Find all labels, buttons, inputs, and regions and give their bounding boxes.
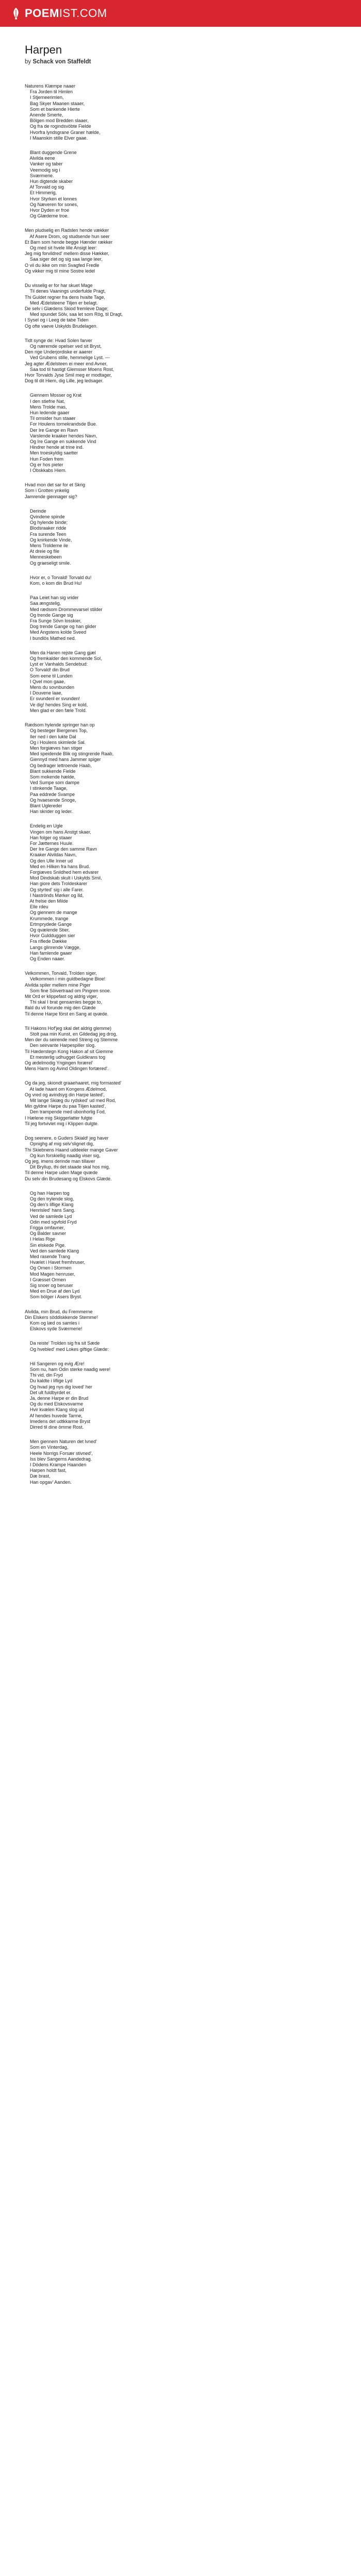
stanza	[25, 650, 334, 714]
poem-line: Og hvaesende Snoge,	[25, 797, 76, 803]
poem-line: Der Ire Gange den samme Ravn	[25, 846, 97, 852]
poem-content	[25, 43, 334, 1494]
poem-line: Bag Skyer Maanen staaer,	[25, 100, 85, 106]
poem-line: Og Enden naaer.	[25, 956, 65, 962]
poem-line: Paa eddrede Svampe	[25, 791, 75, 797]
poem-line: Hun Foden frem	[25, 456, 64, 462]
poem-line: Jamrende giennager sig?	[25, 494, 77, 499]
poem-line: Den trampende med ubonhorlig Fod,	[25, 1109, 106, 1115]
poem-line: At lade haant om Kongens Ædelmod,	[25, 1086, 107, 1092]
poem-line: Forgiæves Snildhed hem edvarer	[25, 869, 99, 875]
poem-line: Og er hos pieter	[25, 462, 63, 467]
poem-line: I Dödens Krampe Haanden	[25, 1462, 87, 1468]
poem-line: I stinkende Taage,	[25, 786, 68, 791]
poem-line: Krummede, trange	[25, 916, 69, 921]
poem-line: Blant duggende Grene	[25, 150, 77, 156]
poem-line: O vil du ikke om min Svagfed Fredle	[25, 262, 100, 268]
poem-line: Som bölger i Asers Bryst.	[25, 1294, 83, 1300]
poem-line: Kraaker Alvildas Navn,	[25, 852, 77, 858]
poem-line: Hindrer hende at trine ind.	[25, 445, 84, 450]
poem-line: Og qvælende Stier,	[25, 927, 70, 933]
poem-line: Til jeg fortvivlet mig i Klippen dulgte.	[25, 1121, 99, 1126]
author-link[interactable]: Schack von Staffeldt	[32, 59, 91, 65]
poem-line: Og knirkende Vinde,	[25, 537, 72, 543]
poem-line: Ifald du vil forunde mig den Glæde	[25, 1005, 96, 1011]
poem-line: Han famlende gaaer	[25, 950, 72, 956]
poem-line: Sværmerie.	[25, 173, 54, 178]
poem-line: Stolt paa min Kunst, en Gildedag jeg drog,	[25, 1031, 118, 1037]
poem-line: I Græsset Ormen	[25, 1277, 66, 1282]
poem-line: Harpen holdt fast,	[25, 1468, 67, 1473]
stanza	[25, 228, 334, 274]
poem-line: Ved Grubens stille, hemmelige Lyst. ---	[25, 355, 110, 361]
stanza	[25, 722, 334, 815]
poem-line: Og bedrager lettroende Haab,	[25, 762, 92, 768]
poem-line: Et Himmerig,	[25, 190, 57, 196]
poem-line: Imedens det udtkkarme Bryst	[25, 1418, 91, 1424]
poem-line: Og ædelmodig Yngingen forærel'	[25, 1060, 93, 1066]
poem-line: Da reiste' Trolden sig fra sit Sæde	[25, 1341, 100, 1346]
poem-line: Og vikker mig til mine Sostre ledel	[25, 268, 95, 274]
poem-line: Odin med sgvfold Fryd	[25, 1219, 77, 1225]
site-logo[interactable]	[11, 7, 107, 20]
site-header	[0, 0, 361, 27]
poem-line: Mens Trolde mas,	[25, 404, 67, 410]
poem-line: I Stjerneerimlen,	[25, 95, 64, 100]
poem-line: Til denne Harpe uden Mage qvæde	[25, 1170, 98, 1176]
poem-line: Men glad er den fæle Trold.	[25, 707, 87, 713]
poem-line: Mens du sovnbunden	[25, 685, 75, 690]
poem-line: De selv i Glædens Skiod fremleve Dage;	[25, 306, 109, 311]
poem-line: Det ult fuldbyrdet er.	[25, 1389, 72, 1395]
stanza	[25, 150, 334, 219]
poem-line: Hvor Torvalds Jyse Smil meg er modtager,	[25, 372, 112, 378]
poem-line: Qvindene spinde	[25, 514, 65, 519]
stanza	[25, 83, 334, 141]
poem-line: Fra surende Teen	[25, 531, 67, 537]
quill-icon	[11, 7, 21, 20]
poem-line: Thi vid, din Fryd	[25, 1372, 63, 1378]
stanza	[25, 393, 334, 473]
poem-line: Og Ire Gange en sukkende Vind	[25, 438, 96, 444]
poem-line: Mod Magen henruser,	[25, 1271, 75, 1277]
stanza	[25, 283, 334, 329]
poem-line: Alvilda eene	[25, 156, 55, 161]
poem-line: Et mesterlig udhugget Guldkrans tog	[25, 1054, 106, 1060]
poem-line: Med rædsom Drommevarsel stilder	[25, 606, 103, 612]
poem-line: Og han Harpen tog	[25, 1190, 70, 1196]
poem-line: For Jætternes Huule.	[25, 840, 74, 846]
poem-line: Alvilda, min Brud, du Fremmerne	[25, 1309, 93, 1314]
stanza	[25, 1341, 334, 1352]
poem-line: Fra Jorden til Himlen	[25, 89, 73, 95]
poem-line: Med Ædelsteene Tiljen er belagt.	[25, 300, 98, 306]
poem-line: Dog trende Gange og han glider	[25, 624, 96, 630]
poem-line: Hun ledende gaaer	[25, 410, 70, 415]
poem-line: Hvælet i Havet fremhruser,	[25, 1260, 86, 1265]
poem-line: Og Balder savner	[25, 1231, 67, 1236]
poem-line: Og fremkalder den kommende Sol,	[25, 656, 102, 662]
stanza	[25, 509, 334, 566]
poem-line: Som mokende hælde,	[25, 774, 76, 779]
poem-line: Med spundet Sölv, saa let som Rög, til Dragt,	[25, 312, 123, 317]
poem-line: I Douvene laae,	[25, 690, 63, 696]
poem-line: Anende Smerte,	[25, 112, 63, 118]
poem-line: Med en Hilken fra hans Brud.	[25, 863, 90, 869]
poem-line: Hun digtende skaber	[25, 179, 73, 184]
poem-line: Og da jeg, skiondt graaehaaret, mig formasted'	[25, 1080, 122, 1086]
poem-line: Sin elskede Pige.	[25, 1242, 66, 1248]
poem-line: Og den's liflige Klang	[25, 1202, 74, 1208]
poem-line: Men der du seirende med Streng og Stemme	[25, 1037, 118, 1043]
poem-line: Og graeseligt smile.	[25, 560, 71, 566]
poem-line: Til Hæderstegn Kong Hakon af sit Giemme	[25, 1048, 113, 1054]
poem-line: Hvorfra lyndsgrane Graner hælde,	[25, 129, 101, 135]
stanza	[25, 595, 334, 641]
poem-line: Mens Trolderne ile	[25, 543, 69, 549]
poem-line: Fra riflede Dække	[25, 939, 67, 944]
poem-line: Men troeskyldig saetter	[25, 450, 78, 456]
poem-line: Et Barn som hende begge Hænder rækker	[25, 239, 113, 245]
poem-line: Men forgiæves han stiger	[25, 745, 83, 751]
poem-line: Til denes Vaanings underfulde Pragt,	[25, 289, 106, 294]
poem-line: Af hendes huvede Tarme,	[25, 1413, 83, 1418]
logo-text-light: IST.COM	[59, 7, 107, 20]
poem-line: Ved den samlede Klang	[25, 1248, 79, 1253]
poem-line: Dog til dit Hiem, dig Lille, jeg ledsager.	[25, 378, 104, 384]
poem-line: Hvir kvælen Klang slog ud	[25, 1407, 84, 1413]
poem-line: Og med sit hvele lille Ansigt leer:	[25, 245, 97, 251]
poem-line: Hvor er, o Torvald! Torvald du!	[25, 574, 92, 580]
poem-line: Ved Sumpe som dampe	[25, 780, 80, 786]
poem-line: Ertmprydede Gange	[25, 921, 72, 927]
poem-line: I Helas Rige	[25, 1236, 56, 1242]
poem-line: Og hylende binde;	[25, 520, 68, 526]
poem-line: Han giore dets Troldeskarer	[25, 881, 88, 887]
poem-line: Giennem Mosser og Krat	[25, 393, 82, 398]
poem-line: Ja, denne Harpe er din Brud	[25, 1396, 89, 1401]
poem-line: Velkommen i min guldbedagne Bioe!	[25, 976, 106, 982]
poem-line: Dog seenere, o Guders Skiald! jeg haver	[25, 1136, 109, 1141]
poem-line: Til omsider hun staaer	[25, 416, 76, 421]
poem-line: Mens Harm og Avind Oldingen fortæred'.	[25, 1066, 109, 1072]
poem-line: Mit lange Skiæg du rydsked' ud med Rod,	[25, 1098, 116, 1104]
poem-line: Fra Sunge Sövn losskier,	[25, 618, 82, 624]
poem-line: Endelig en Ugle	[25, 823, 63, 829]
poem-line: Jeg agter Ædelsteen ei meer end Avner,	[25, 361, 108, 366]
poem-line: Blodsraaker ridde	[25, 526, 67, 531]
poem-line: Med Angstens kolde Sveed	[25, 630, 87, 635]
poem-line: Som i Grotten ynkelig	[25, 488, 70, 494]
poem-line: Han folger og staaer	[25, 835, 72, 840]
byline-prefix: by	[25, 59, 31, 65]
logo-text-bold: POEM	[25, 7, 59, 20]
stanza	[25, 1191, 334, 1300]
stanza	[25, 1026, 334, 1072]
poem-line: Som fine Söivertraad om Pingren snoe.	[25, 988, 111, 993]
poem-line: Men pludselig en Radslen hende vækker	[25, 228, 109, 233]
poem-line: Dæ brast,	[25, 1473, 51, 1479]
poem-line: Til Hakons Hof'jeg skal det aldrig glemme)	[25, 1025, 111, 1031]
poem-line: Han skrider og leder.	[25, 809, 73, 815]
poem-line: Mit Ord er klippefast og aldrig viger,	[25, 994, 98, 999]
poem-line: Og giennem de mange	[25, 910, 77, 916]
poem-line: Iss blev Sangerns Aandedrag.	[25, 1456, 92, 1462]
poem-line: Iler ned i den lukte Dal	[25, 734, 76, 739]
poem-line: Og vred og avindsyg din Harpe lasted',	[25, 1092, 105, 1097]
poem-line: Varslende kraaker hendes Navn,	[25, 433, 97, 438]
poem-line: I Qvel mon gaae,	[25, 679, 65, 684]
stanza	[25, 1309, 334, 1332]
poem-line: Som eene til Lunden	[25, 673, 73, 679]
poem-line: Naturens Klæmpe naaer	[25, 83, 76, 89]
poem-line: At dreie og file	[25, 549, 60, 554]
stanza	[25, 823, 334, 962]
poem-line: Elle rdeu	[25, 904, 48, 910]
poem-line: Blant sukkende Fielde	[25, 768, 76, 774]
poem-line: Langs glinrende Vægge,	[25, 944, 81, 950]
poem-line: Elskovs syde Sværmerie!	[25, 1326, 83, 1332]
poem-line: Heele Norrigs Forsær stivned',	[25, 1450, 93, 1456]
poem-line: I Sysel og i Leeg de tabe Tiden	[25, 317, 89, 323]
poem-line: Kom, o kom din Brud Hu!	[25, 581, 82, 586]
poem-line: Dit Bryllup, thi det staade skal hos mig,	[25, 1164, 110, 1170]
poem-line: Ve dig! hendes Sing er kold,	[25, 702, 88, 707]
poem-line: At frelse den Milde	[25, 898, 69, 904]
poem-line: Mod Dindskab skult i Uskylds Smil,	[25, 875, 102, 881]
poem-line: Og Ornen i Stormen	[25, 1265, 72, 1271]
poem-body	[25, 83, 334, 1485]
poem-title: Harpen	[25, 43, 62, 56]
poem-line: Sig snoer og beruser	[25, 1282, 73, 1288]
poem-line: Og jeg, imens derinde man tillaver	[25, 1158, 95, 1164]
poem-line: Der Ire Gange en Ravn	[25, 427, 78, 433]
poem-line: I den stiefrie Nat,	[25, 398, 65, 404]
poem-line: Bölgen mod Bredden slaaer,	[25, 118, 89, 124]
poem-line: Min gyldne Harpe du paa Tiljen kasted',	[25, 1104, 106, 1109]
poem-line: Er svundenl er svunden!	[25, 696, 80, 702]
poem-line: I Obskkabs Hiem.	[25, 467, 67, 473]
poem-line: Men giennem Naturen det lvned'	[25, 1439, 97, 1445]
stanza	[25, 338, 334, 384]
poem-line: Og kun forskiellig naadig viser sig,	[25, 1153, 101, 1158]
poem-line: Thi Guldet regner fra dens hvalte Tage,	[25, 294, 105, 300]
poem-line: Kom og læd os samles i	[25, 1320, 80, 1326]
poem-line: Menneskebeen	[25, 554, 62, 560]
poem-line: Og i Houlens skimlede Sal.	[25, 739, 86, 745]
poem-line: Men da Hanen rejste Gang gjæl	[25, 650, 96, 655]
poem-line: Henrisled' hans Sang.	[25, 1208, 75, 1213]
poem-line: Og fra de rogindsvöbte Fielde	[25, 124, 91, 129]
poem-line: Med speidende Blik og stingrende Raab,	[25, 751, 114, 757]
poem-line: Thi skal I brat gensamles begge to,	[25, 999, 102, 1005]
poem-line: Og Næveren for sones,	[25, 201, 78, 207]
poem-line: Paa Leiet han sig vrider	[25, 595, 79, 601]
poem-line: Blant Uglereder	[25, 803, 62, 808]
poem-line: Og du med Elskovsvarme	[25, 1401, 84, 1407]
poem-line: Dirred til dine ömme Rost.	[25, 1425, 84, 1430]
poem-line: Saa siger det og sig saa lange leer,	[25, 257, 103, 262]
poem-line: Og den Ulle Inner ud	[25, 858, 73, 863]
poem-line: Af Torvald og sig	[25, 184, 64, 190]
poem-line: Og næremde opelser ved sit Bryst,	[25, 343, 102, 349]
poem-line: Veemodig sig i	[25, 167, 60, 173]
poem-line: Giennyd med hans Jammer spiger	[25, 757, 101, 762]
stanza	[25, 482, 334, 500]
poem-line: Vanker og taber	[25, 161, 63, 167]
stanza	[25, 971, 334, 1017]
poem-line: Og hvad jeg nys dig loved' her	[25, 1384, 92, 1389]
poem-line: I Naströnds Mørker og Ild,	[25, 892, 84, 898]
poem-line: Jeg mig forvildred' mellem disse Hækker,	[25, 251, 109, 257]
poem-line: I Maanskin stille Elver gaae.	[25, 135, 88, 141]
poem-line: Tidt synge de: Hvad Solen farver	[25, 337, 92, 343]
poem-line: Som en Vinterdag,	[25, 1445, 69, 1450]
poem-line: Og besteger Biergenes Top,	[25, 728, 88, 734]
poem-line: Rædsom hylende springer han op	[25, 722, 95, 728]
poem-line: Thi Skiebnens Haand uddeeler mange Gaver	[25, 1147, 118, 1153]
poem-line: Og Glæderne troe.	[25, 213, 69, 219]
poem-line: O Torvald! din Brud	[25, 667, 70, 673]
poem-line: Opnighg af mig selv'slignet dig,	[25, 1141, 94, 1147]
stanza	[25, 1136, 334, 1182]
poem-line: Du kaldte i liflige Lyd	[25, 1378, 73, 1384]
poem-line: Frigga omfavner,	[25, 1225, 65, 1230]
poem-line: Du selv din Brudesang og Elskovs Glæde.	[25, 1176, 112, 1181]
poem-line: Du visselig er for har skuet Mage	[25, 283, 93, 289]
poem-line: Den rige Underjordiske er aaerer	[25, 349, 93, 355]
poem-line: Vingen om hans Anstgt skaer,	[25, 829, 91, 835]
poem-line: Som et bankende Hierte	[25, 106, 80, 112]
poem-line: Hvad mon det sar for et Skrig	[25, 482, 86, 488]
poem-line: Og den trylende slog,	[25, 1196, 74, 1201]
poem-line: Som nu, ham Odin sterke naadig were!	[25, 1367, 111, 1372]
poem-line: Med en Drue af den Lyd	[25, 1289, 80, 1294]
poem-line: Velkommen, Torvald, Trolden siger,	[25, 971, 97, 976]
poem-line: Til denne Harpe först en Sang at qvæde.	[25, 1011, 109, 1016]
poem-line: Af Asere Drom, og studsende hun seer	[25, 233, 110, 239]
poem-line: Hvor Styrken et lonnes	[25, 196, 77, 201]
poem-line: Og hvebled' med Lokes giftige Glæde:	[25, 1346, 109, 1352]
poem-line: Med rasende Trang	[25, 1253, 71, 1259]
poem-line: Saa ængstelig,	[25, 601, 61, 606]
byline	[25, 59, 334, 65]
poem-line: Derinde	[25, 508, 46, 514]
poem-line: Ved de samlede Lyd	[25, 1213, 72, 1219]
poem-line: Hil Sangeren og evig Ære!	[25, 1361, 85, 1366]
stanza	[25, 1361, 334, 1430]
poem-line: Han opgav' Aanden.	[25, 1479, 72, 1485]
poem-line: Din Elskers söddiskkende Stemme!	[25, 1314, 98, 1320]
poem-line: Og styrted' sig i alle Farer.	[25, 887, 84, 892]
stanza	[25, 1080, 334, 1127]
poem-line: Og trende Gange sig	[25, 612, 73, 618]
poem-line: For Houlens tornekrandsde Bue.	[25, 421, 97, 427]
poem-line: Lyst er Vanhalds Sendebud:	[25, 662, 88, 667]
poem-line: I Hælene mig Skiggerlatter fulgte	[25, 1115, 93, 1121]
poem-line: I bundlös Mathed ned.	[25, 635, 76, 641]
poem-line: Hvor Dyden er froe	[25, 208, 70, 213]
poem-line: Hvor Guldduggen sier	[25, 933, 75, 939]
poem-line: Saa tod til hastigt Glemsser Moens Rost,	[25, 366, 114, 372]
poem-line: Den seirvante Harpespiller slog.	[25, 1043, 96, 1048]
poem-line: Og ofte vaeve Uskylds Brudelagen.	[25, 323, 98, 329]
poem-line: Alvilda spiler mellem mine Piger	[25, 982, 91, 988]
stanza	[25, 1439, 334, 1485]
stanza	[25, 575, 334, 586]
